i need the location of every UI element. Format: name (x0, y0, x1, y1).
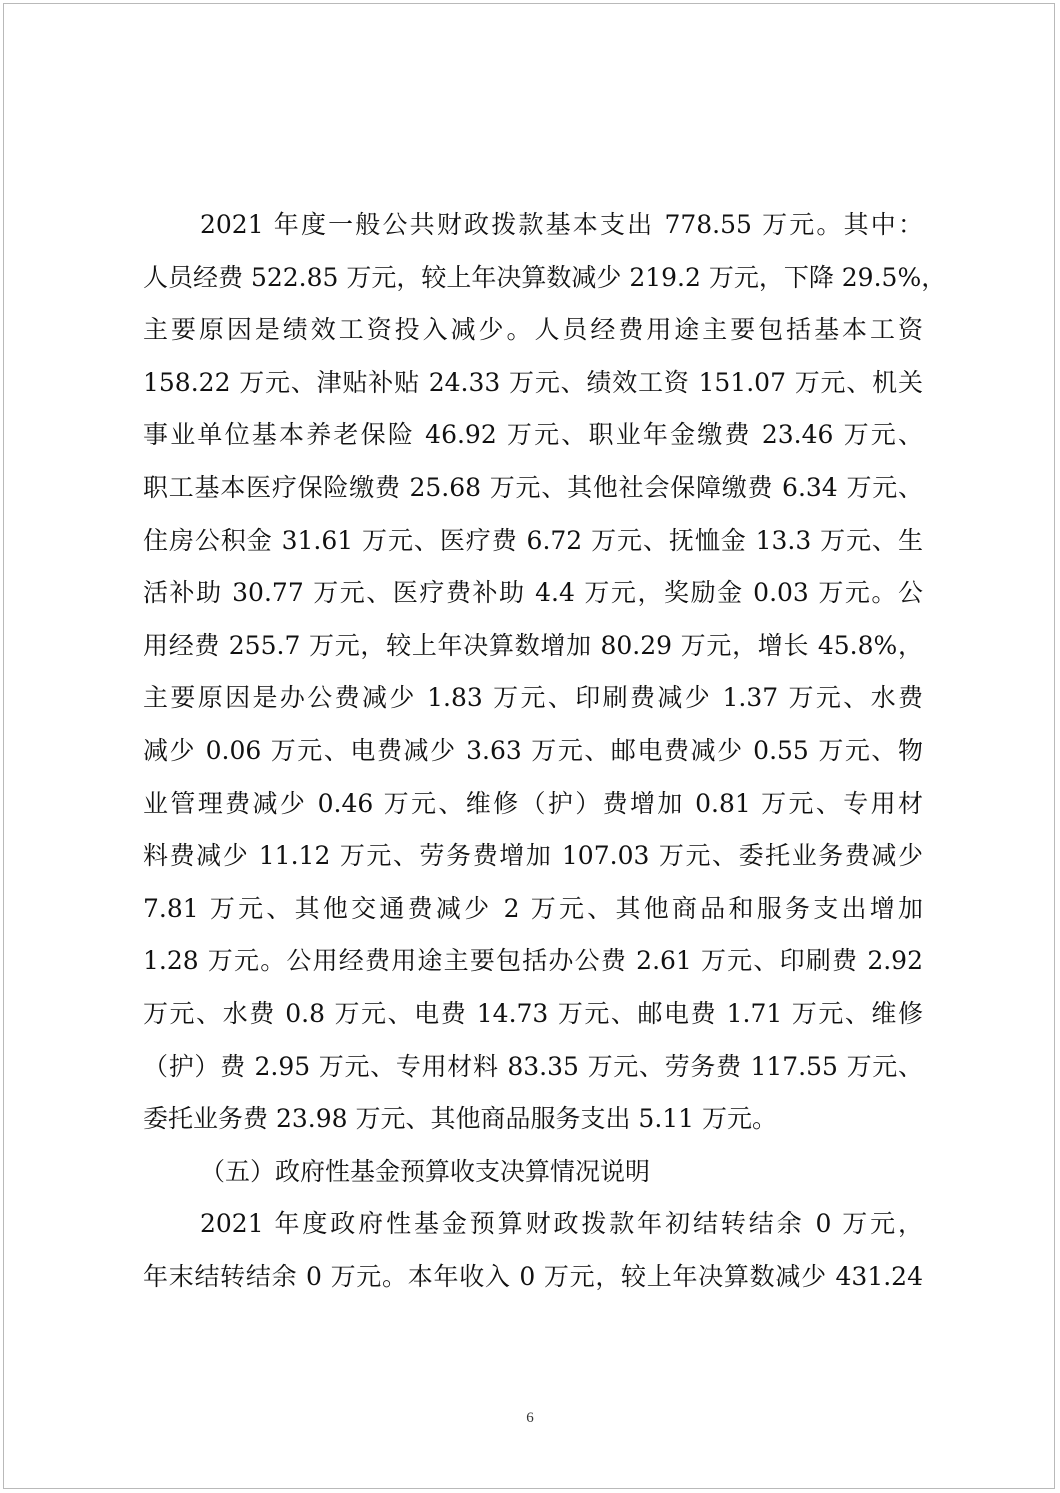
paragraph-line: 7.81 万元、其他交通费减少 2 万元、其他商品和服务支出增加 (143, 893, 923, 923)
paragraph-line: 主要原因是绩效工资投入减少。人员经费用途主要包括基本工资 (143, 315, 923, 345)
paragraph-line: 委托业务费 23.98 万元、其他商品服务支出 5.11 万元。 (143, 1104, 778, 1134)
paragraph-line: 住房公积金 31.61 万元、医疗费 6.72 万元、抚恤金 13.3 万元、生 (143, 525, 923, 555)
body-text (143, 199, 947, 1303)
paragraph-line: 2021 年度政府性基金预算财政拨款年初结转结余 0 万元， (200, 1209, 923, 1239)
paragraph-line: 减少 0.06 万元、电费减少 3.63 万元、邮电费减少 0.55 万元、物 (143, 735, 923, 765)
paragraph-line: 2021 年度一般公共财政拨款基本支出 778.55 万元。其中： (200, 210, 923, 239)
paragraph-line: 1.28 万元。公用经费用途主要包括办公费 2.61 万元、印刷费 2.92 (143, 946, 923, 976)
paragraph-line: 万元、水费 0.8 万元、电费 14.73 万元、邮电费 1.71 万元、维修 (143, 998, 923, 1028)
paragraph-line: 活补助 30.77 万元、医疗费补助 4.4 万元，奖励金 0.03 万元。公 (143, 578, 923, 608)
paragraph-line: 主要原因是办公费减少 1.83 万元、印刷费减少 1.37 万元、水费 (143, 683, 923, 713)
paragraph-line: 158.22 万元、津贴补贴 24.33 万元、绩效工资 151.07 万元、机关 (143, 367, 923, 397)
paragraph-line: 业管理费减少 0.46 万元、维修（护）费增加 0.81 万元、专用材 (143, 788, 923, 818)
paragraph-line: 人员经费 522.85 万元，较上年决算数减少 219.2 万元，下降 29.5%， (143, 262, 947, 292)
paragraph-line: 用经费 255.7 万元，较上年决算数增加 80.29 万元，增长 45.8%， (143, 630, 923, 660)
section-heading: （五）政府性基金预算收支决算情况说明 (200, 1156, 651, 1186)
paragraph-line: 年末结转结余 0 万元。本年收入 0 万元，较上年决算数减少 431.24 (143, 1261, 923, 1291)
paragraph-line: 料费减少 11.12 万元、劳务费增加 107.03 万元、委托业务费减少 (143, 841, 923, 871)
page-number: 6 (526, 1410, 534, 1426)
paragraph-line: （护）费 2.95 万元、专用材料 83.35 万元、劳务费 117.55 万元、 (143, 1051, 923, 1081)
paragraph-line: 职工基本医疗保险缴费 25.68 万元、其他社会保障缴费 6.34 万元、 (143, 472, 923, 502)
paragraph-line: 事业单位基本养老保险 46.92 万元、职业年金缴费 23.46 万元、 (143, 420, 923, 450)
